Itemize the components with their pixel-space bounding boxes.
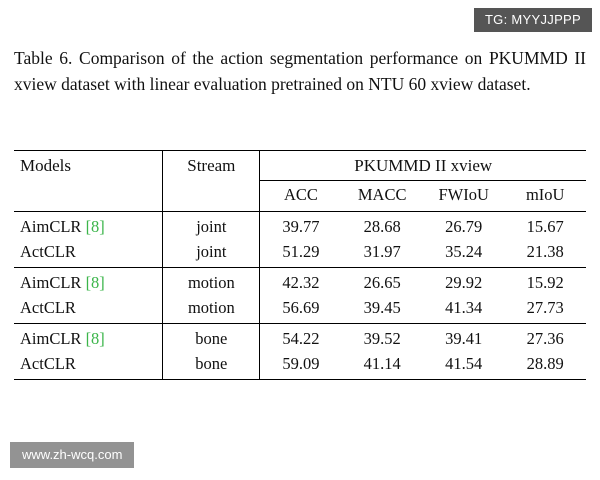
table-caption bbox=[14, 46, 586, 97]
model-name: AimCLR bbox=[20, 273, 82, 292]
citation-ref[interactable]: [8] bbox=[85, 217, 105, 236]
row-macc: 41.14 bbox=[363, 354, 401, 373]
results-table bbox=[14, 150, 586, 380]
row-miou: 27.36 bbox=[526, 329, 564, 348]
row-fwiou: 39.41 bbox=[445, 329, 483, 348]
row-macc: 28.68 bbox=[363, 217, 401, 236]
row-model: ActCLR bbox=[20, 242, 76, 261]
row-acc: 54.22 bbox=[260, 324, 342, 352]
row-fwiou: 35.24 bbox=[445, 242, 483, 261]
table-row bbox=[14, 324, 586, 352]
row-stream: motion bbox=[163, 296, 260, 324]
row-miou: 27.73 bbox=[526, 298, 564, 317]
header-metric-fwiou: FWIoU bbox=[438, 185, 489, 204]
table-row bbox=[14, 212, 586, 240]
model-name: AimCLR bbox=[20, 329, 82, 348]
header-stream: Stream bbox=[163, 151, 260, 181]
row-miou: 28.89 bbox=[526, 354, 564, 373]
row-stream: bone bbox=[163, 324, 260, 352]
row-stream: motion bbox=[163, 268, 260, 296]
row-miou: 21.38 bbox=[526, 242, 564, 261]
tag-badge: TG: MYYJJPPP bbox=[474, 8, 592, 32]
row-miou: 15.67 bbox=[526, 217, 564, 236]
watermark: www.zh-wcq.com bbox=[10, 442, 134, 468]
row-model: ActCLR bbox=[20, 298, 76, 317]
header-models: Models bbox=[20, 156, 71, 175]
row-macc: 39.45 bbox=[363, 298, 401, 317]
citation-ref[interactable]: [8] bbox=[85, 329, 105, 348]
row-fwiou: 29.92 bbox=[445, 273, 483, 292]
group-header-row bbox=[14, 151, 586, 180]
row-fwiou: 41.34 bbox=[445, 298, 483, 317]
table-row bbox=[14, 268, 586, 296]
caption-label: Table 6. bbox=[14, 48, 73, 68]
row-macc: 26.65 bbox=[363, 273, 401, 292]
header-metric-macc: MACC bbox=[357, 185, 407, 204]
row-fwiou: 26.79 bbox=[445, 217, 483, 236]
row-stream: joint bbox=[163, 212, 260, 240]
row-model bbox=[14, 212, 163, 240]
header-spacer-stream bbox=[163, 181, 260, 212]
row-macc: 31.97 bbox=[363, 242, 401, 261]
row-acc: 56.69 bbox=[260, 296, 342, 324]
header-group-pkummd: PKUMMD II xview bbox=[260, 151, 586, 180]
table-row bbox=[14, 296, 586, 324]
row-miou: 15.92 bbox=[526, 273, 564, 292]
table-row bbox=[14, 240, 586, 268]
row-macc: 39.52 bbox=[363, 329, 401, 348]
header-metric-miou: mIoU bbox=[525, 185, 565, 204]
table-row bbox=[14, 352, 586, 380]
model-name: AimCLR bbox=[20, 217, 82, 236]
header-spacer-models bbox=[14, 181, 163, 212]
row-acc: 42.32 bbox=[260, 268, 342, 296]
row-model: ActCLR bbox=[20, 354, 76, 373]
row-model bbox=[14, 268, 163, 296]
row-stream: bone bbox=[163, 352, 260, 380]
table-bottom-rule bbox=[14, 380, 586, 381]
metric-header-row bbox=[14, 181, 586, 212]
table-container bbox=[14, 150, 586, 380]
header-metric-acc: ACC bbox=[260, 181, 342, 212]
row-acc: 39.77 bbox=[260, 212, 342, 240]
row-acc: 59.09 bbox=[260, 352, 342, 380]
row-stream: joint bbox=[163, 240, 260, 268]
row-acc: 51.29 bbox=[260, 240, 342, 268]
caption-text: Comparison of the action segmentation performance on PKUMMD II xview dataset with linear evaluation pretrained on NTU 60 xview dataset. bbox=[14, 48, 586, 94]
row-model bbox=[14, 324, 163, 352]
citation-ref[interactable]: [8] bbox=[85, 273, 105, 292]
row-fwiou: 41.54 bbox=[445, 354, 483, 373]
